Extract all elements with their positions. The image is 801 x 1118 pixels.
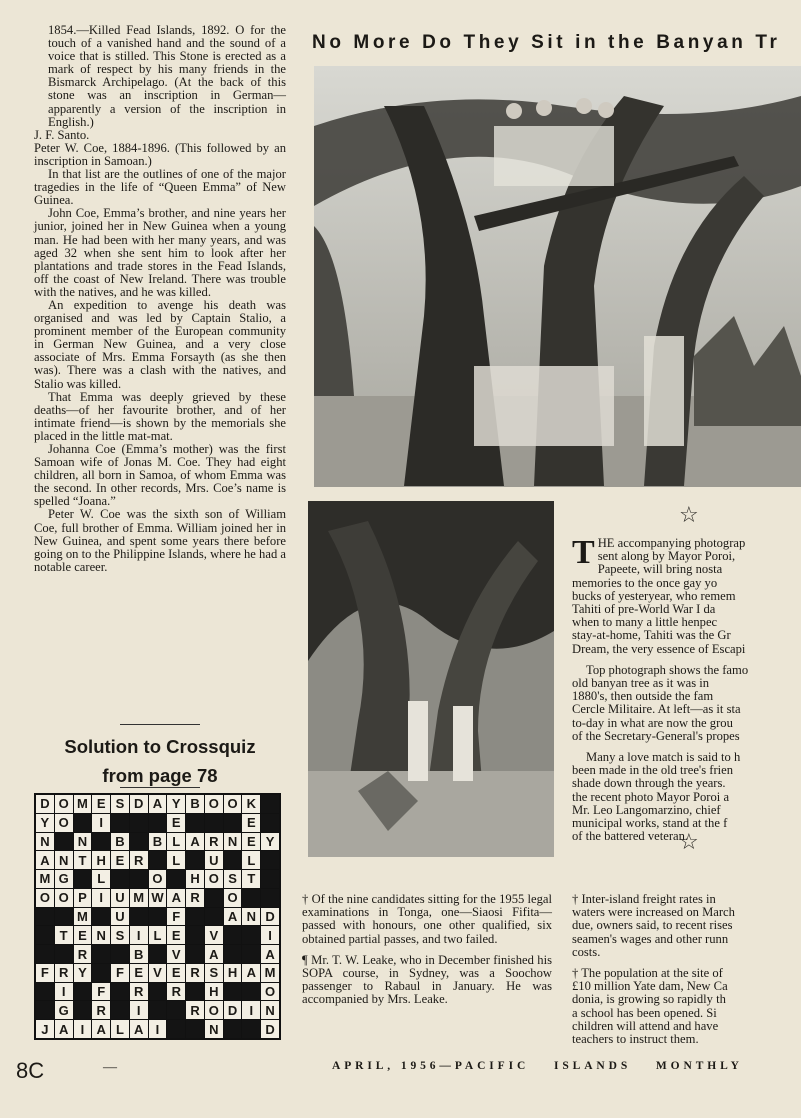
crossword-cell: E (167, 964, 185, 982)
article-paragraph: Peter W. Coe, 1884-1896. (This followed by an inscription in Samoan.) (34, 140, 286, 168)
crossword-cell: E (130, 964, 148, 982)
text-line: † Inter-island freight rates in (572, 893, 716, 906)
crossword-block (261, 814, 279, 832)
article-paragraph (572, 537, 801, 656)
crossword-cell: K (242, 795, 260, 813)
crossword-cell: R (186, 1001, 204, 1019)
crossword-cell: U (111, 908, 129, 926)
text-line: waters were increased on March (572, 905, 735, 920)
crossword-block (55, 945, 73, 963)
crossword-cell: V (205, 926, 223, 944)
text-line: shade down through the years. (572, 776, 726, 791)
crossword-cell: R (130, 851, 148, 869)
page-number: 8C (16, 1058, 45, 1083)
crossword-cell: R (92, 1001, 110, 1019)
crossword-cell: U (111, 889, 129, 907)
crossword-cell: R (55, 964, 73, 982)
news-note: ¶ Mr. T. W. Leake, who in December finished his SOPA course, in Sydney, was a Soochow passenger to Rabaul in January. He was accompanied by Mrs. Leake. (302, 952, 552, 1007)
crossword-block (205, 889, 223, 907)
footer-date: APRIL, 1956—PACIFIC (332, 1060, 530, 1072)
crossword-block (167, 870, 185, 888)
crossword-block (261, 851, 279, 869)
crossword-block (205, 908, 223, 926)
crossword-cell: O (224, 889, 242, 907)
news-note (572, 893, 801, 959)
crossquiz-title: Solution to Crossquiz (64, 736, 256, 757)
crossword-cell: A (242, 964, 260, 982)
crossword-block (242, 945, 260, 963)
crossword-block (149, 1001, 167, 1019)
crossword-cell: I (92, 814, 110, 832)
crossword-cell: L (167, 833, 185, 851)
footer-dash: — (103, 1060, 117, 1075)
text-line: of the Secretary-General's propes (572, 728, 740, 743)
crossword-block (149, 983, 167, 1001)
crossword-cell: I (130, 926, 148, 944)
crossword-cell: M (74, 908, 92, 926)
crossword-cell: E (167, 814, 185, 832)
crossword-block (186, 814, 204, 832)
crossword-cell: E (167, 926, 185, 944)
crossword-cell: N (242, 908, 260, 926)
crossword-cell: Y (36, 814, 54, 832)
crossword-cell: I (74, 1020, 92, 1038)
news-note: † Of the nine candidates sitting for the 1955 legal examinations in Tonga, one—Siaosi Fifita—passed with honours, one other qualified, six obtained partial passes, and two failed. (302, 892, 552, 946)
crossword-cell: O (149, 870, 167, 888)
crossword-cell: B (111, 833, 129, 851)
news-notes-left (302, 893, 552, 1015)
crossword-block (130, 814, 148, 832)
text-line: been made in the old tree's frien (572, 763, 734, 778)
banyan-tree-today-photo (308, 501, 554, 857)
crossword-cell: O (55, 814, 73, 832)
crossword-cell: A (186, 833, 204, 851)
crossword-cell: R (205, 833, 223, 851)
text-line: sent along by Mayor Poroi, (597, 549, 736, 564)
crossword-cell: M (261, 964, 279, 982)
crossword-cell: G (55, 1001, 73, 1019)
crossword-cell: O (55, 889, 73, 907)
right-article-column (572, 537, 801, 851)
crossword-block (36, 945, 54, 963)
article-paragraph: An expedition to avenge his death was organised and was led by Captain Stalio, a prominent member of the European community in German New Guinea, and a very close associate of Mrs. Emma Forsayth (as she then was). There was a clash with the natives, and Stalio was killed. (34, 297, 286, 391)
crossword-grid (34, 793, 281, 1040)
crossword-cell: B (130, 945, 148, 963)
crossword-block (242, 926, 260, 944)
crossword-cell: D (224, 1001, 242, 1019)
crossword-cell: O (224, 795, 242, 813)
text-line: † The population at the site of (572, 966, 723, 981)
text-line: £10 million Yate dam, New Ca (572, 979, 728, 994)
crossword-cell: S (111, 795, 129, 813)
crossword-block (149, 945, 167, 963)
crossword-cell: G (55, 870, 73, 888)
crossword-cell: Y (74, 964, 92, 982)
crossword-block (186, 908, 204, 926)
text-line: Top photograph shows the famo (586, 662, 749, 677)
text-line: to-day in what are now the grou (572, 715, 733, 730)
text-line: Papeete, will bring nosta (597, 562, 723, 577)
crossword-cell: A (36, 851, 54, 869)
article-paragraph: In that list are the outlines of one of the major tragedies in the life of “Queen Emma” of New Guinea. (34, 167, 286, 208)
crossword-cell: T (74, 851, 92, 869)
crossword-block (186, 945, 204, 963)
crossword-cell: V (167, 945, 185, 963)
text-line: teachers to instruct them. (572, 1032, 699, 1047)
crossword-cell: M (36, 870, 54, 888)
crossword-cell: R (74, 945, 92, 963)
divider (120, 724, 200, 725)
text-line: Dream, the very essence of Escapi (572, 641, 746, 656)
drop-cap: T (572, 537, 595, 571)
crossword-cell: I (149, 1020, 167, 1038)
star-ornament-icon: ☆ (679, 503, 699, 528)
crossword-cell: D (36, 795, 54, 813)
crossword-block (111, 983, 129, 1001)
text-line: costs. (572, 944, 601, 959)
crossword-cell: A (261, 945, 279, 963)
crossword-cell: F (167, 908, 185, 926)
crossword-block (167, 1020, 185, 1038)
crossword-cell: I (92, 889, 110, 907)
crossword-block (36, 926, 54, 944)
crossword-cell: A (92, 1020, 110, 1038)
news-notes-right (572, 893, 801, 1054)
text-line: Tahiti of pre-World War I da (572, 602, 716, 617)
crossword-cell: L (167, 851, 185, 869)
text-line: municipal works, stand at the f (572, 816, 728, 831)
crossquiz-heading (34, 732, 286, 790)
crossword-block (261, 870, 279, 888)
crossword-cell: H (205, 983, 223, 1001)
crossword-block (149, 814, 167, 832)
article-paragraph: J. F. Santo. (34, 127, 90, 142)
left-article-column (34, 24, 286, 574)
crossword-cell: H (224, 964, 242, 982)
crossword-block (167, 1001, 185, 1019)
crossword-cell: O (36, 889, 54, 907)
crossword-block (149, 908, 167, 926)
crossword-cell: O (205, 795, 223, 813)
crossword-cell: E (242, 814, 260, 832)
crossword-cell: L (111, 1020, 129, 1038)
crossword-cell: N (36, 833, 54, 851)
article-paragraph: 1854.—Killed Fead Islands, 1892. O for the touch of a vanished hand and the sound of a voice that is stilled. This Stone is erected as a mark of respect by his many friends in the Bismarck Archipelago. (At the back of this stone was an inscription in German—apparently a version of the inscription in English.) (48, 23, 286, 129)
crossword-cell: R (167, 983, 185, 1001)
crossword-cell: M (74, 795, 92, 813)
text-line: Many a love match is said to h (586, 750, 741, 765)
crossword-cell: E (242, 833, 260, 851)
crossword-block (186, 851, 204, 869)
crossword-block (74, 1001, 92, 1019)
crossword-block (74, 814, 92, 832)
crossword-cell: B (149, 833, 167, 851)
crossword-block (224, 926, 242, 944)
crossword-block (92, 833, 110, 851)
crossword-cell: S (224, 870, 242, 888)
crossword-cell: D (261, 1020, 279, 1038)
text-line: a school has been opened. Si (572, 1005, 717, 1020)
footer-monthly: MONTHLY (655, 1060, 743, 1072)
crossword-cell: U (205, 851, 223, 869)
crossword-block (205, 814, 223, 832)
banyan-tree-1880s-photo (314, 66, 801, 487)
crossword-block (186, 926, 204, 944)
crossword-cell: T (242, 870, 260, 888)
crossword-cell: H (92, 851, 110, 869)
crossword-cell: A (167, 889, 185, 907)
crossword-block (111, 870, 129, 888)
text-line: when to many a little henpec (572, 615, 718, 630)
article-paragraph: John Coe, Emma’s brother, and nine years her junior, joined her in New Guinea when a young man. He had been with her many years, and was aged 32 when she sent him to look after her plantations and trade stores in the Fead Islands, off the coast of New Ireland. There was trouble with the natives, and he was killed. (34, 206, 286, 299)
crossword-cell: I (55, 983, 73, 1001)
running-footer (332, 1060, 801, 1072)
crossword-cell: V (149, 964, 167, 982)
article-paragraph: Peter W. Coe was the sixth son of William Coe, full brother of Emma. William joined her in New Guinea, and spent some years there before going on to the Philippine Islands, where he had a notable career. (34, 507, 286, 574)
crossword-cell: D (130, 795, 148, 813)
crossword-cell: O (205, 1001, 223, 1019)
crossword-block (149, 851, 167, 869)
star-ornament-icon: ☆ (679, 830, 699, 855)
crossword-block (55, 833, 73, 851)
crossword-cell: S (111, 926, 129, 944)
text-line: bucks of yesteryear, who remem (572, 588, 736, 603)
article-headline: No More Do They Sit in the Banyan Tr (312, 32, 781, 53)
crossword-cell: E (74, 926, 92, 944)
crossquiz-subtitle: from page 78 (102, 765, 218, 786)
crossword-cell: E (111, 851, 129, 869)
text-line: Mr. Leo Langomarzino, chief (572, 802, 721, 817)
crossword-cell: I (130, 1001, 148, 1019)
crossword-block (186, 1020, 204, 1038)
crossword-cell: T (55, 926, 73, 944)
crossword-cell: H (186, 870, 204, 888)
crossword-cell: J (36, 1020, 54, 1038)
crossword-block (111, 945, 129, 963)
divider (120, 787, 200, 788)
crossword-cell: N (261, 1001, 279, 1019)
crossword-block (130, 833, 148, 851)
crossword-block (224, 1020, 242, 1038)
crossword-cell: F (36, 964, 54, 982)
crossword-cell: S (205, 964, 223, 982)
crossword-cell: I (242, 1001, 260, 1019)
text-line: memories to the once gay yo (572, 575, 718, 590)
crossword-cell: Y (261, 833, 279, 851)
crossword-block (36, 1001, 54, 1019)
crossword-block (55, 908, 73, 926)
crossword-cell: R (186, 964, 204, 982)
text-line: the recent photo Mayor Poroi a (572, 789, 730, 804)
text-line: children will attend and have (572, 1018, 719, 1033)
crossword-block (74, 983, 92, 1001)
crossword-block (224, 814, 242, 832)
crossword-block (92, 964, 110, 982)
crossword-block (92, 945, 110, 963)
text-line: seamen's wages and other runn (572, 931, 729, 946)
crossword-block (92, 908, 110, 926)
crossword-block (224, 945, 242, 963)
text-line: due, owners said, to recent rises (572, 918, 733, 933)
crossword-cell: A (224, 908, 242, 926)
text-line: of the battered veteran. (572, 829, 689, 844)
crossword-cell: R (130, 983, 148, 1001)
crossword-cell: B (186, 795, 204, 813)
footer-islands: ISLANDS (553, 1060, 632, 1072)
news-note (572, 967, 801, 1046)
crossword-block (130, 870, 148, 888)
crossword-cell: P (74, 889, 92, 907)
article-paragraph: That Emma was deeply grieved by these deaths—of her favourite brother, and of her intimate friend—is shown by the memorials she placed in the little mat-mat. (34, 389, 286, 443)
crossword-cell: N (205, 1020, 223, 1038)
crossword-cell: F (111, 964, 129, 982)
crossword-block (36, 908, 54, 926)
crossword-cell: A (205, 945, 223, 963)
crossword-block (36, 983, 54, 1001)
crossword-block (111, 1001, 129, 1019)
text-line: donia, is growing so rapidly th (572, 992, 726, 1007)
crossword-cell: M (130, 889, 148, 907)
crossword-cell: A (149, 795, 167, 813)
crossword-block (242, 983, 260, 1001)
crossword-cell: A (130, 1020, 148, 1038)
crossword-block (224, 983, 242, 1001)
crossword-block (74, 870, 92, 888)
crossword-block (224, 851, 242, 869)
article-paragraph (572, 664, 801, 743)
crossword-block (261, 889, 279, 907)
text-line: old banyan tree as it was in (572, 676, 710, 691)
crossword-cell: Y (167, 795, 185, 813)
crossword-cell: O (261, 983, 279, 1001)
crossword-cell: L (92, 870, 110, 888)
crossword-cell: D (261, 908, 279, 926)
crossword-cell: R (186, 889, 204, 907)
crossword-block (242, 889, 260, 907)
crossword-cell: I (261, 926, 279, 944)
crossword-block (130, 908, 148, 926)
crossword-cell: N (74, 833, 92, 851)
crossword-cell: E (92, 795, 110, 813)
crossword-cell: N (224, 833, 242, 851)
crossword-cell: L (242, 851, 260, 869)
crossword-cell: F (92, 983, 110, 1001)
crossword-cell: O (205, 870, 223, 888)
crossword-block (261, 795, 279, 813)
crossword-block (242, 1020, 260, 1038)
text-line: Cercle Militaire. At left—as it sta (572, 702, 741, 717)
text-line: 1880's, then outside the fam (572, 689, 714, 704)
crossword-cell: O (55, 795, 73, 813)
article-paragraph: Johanna Coe (Emma’s mother) was the first Samoan wife of Jonas M. Coe. They had eight children, all born in Samoa, of whom Emma was the second. In other records, Mrs. Coe’s name is spelled “Joana.” (34, 442, 286, 509)
crossword-block (186, 983, 204, 1001)
crossword-cell: N (55, 851, 73, 869)
text-line: stay-at-home, Tahiti was the Gr (572, 628, 731, 643)
text-line: HE accompanying photograp (597, 537, 746, 550)
crossword-cell: L (149, 926, 167, 944)
crossword-cell: N (92, 926, 110, 944)
crossword-cell: A (55, 1020, 73, 1038)
crossword-cell: W (149, 889, 167, 907)
crossword-block (111, 814, 129, 832)
